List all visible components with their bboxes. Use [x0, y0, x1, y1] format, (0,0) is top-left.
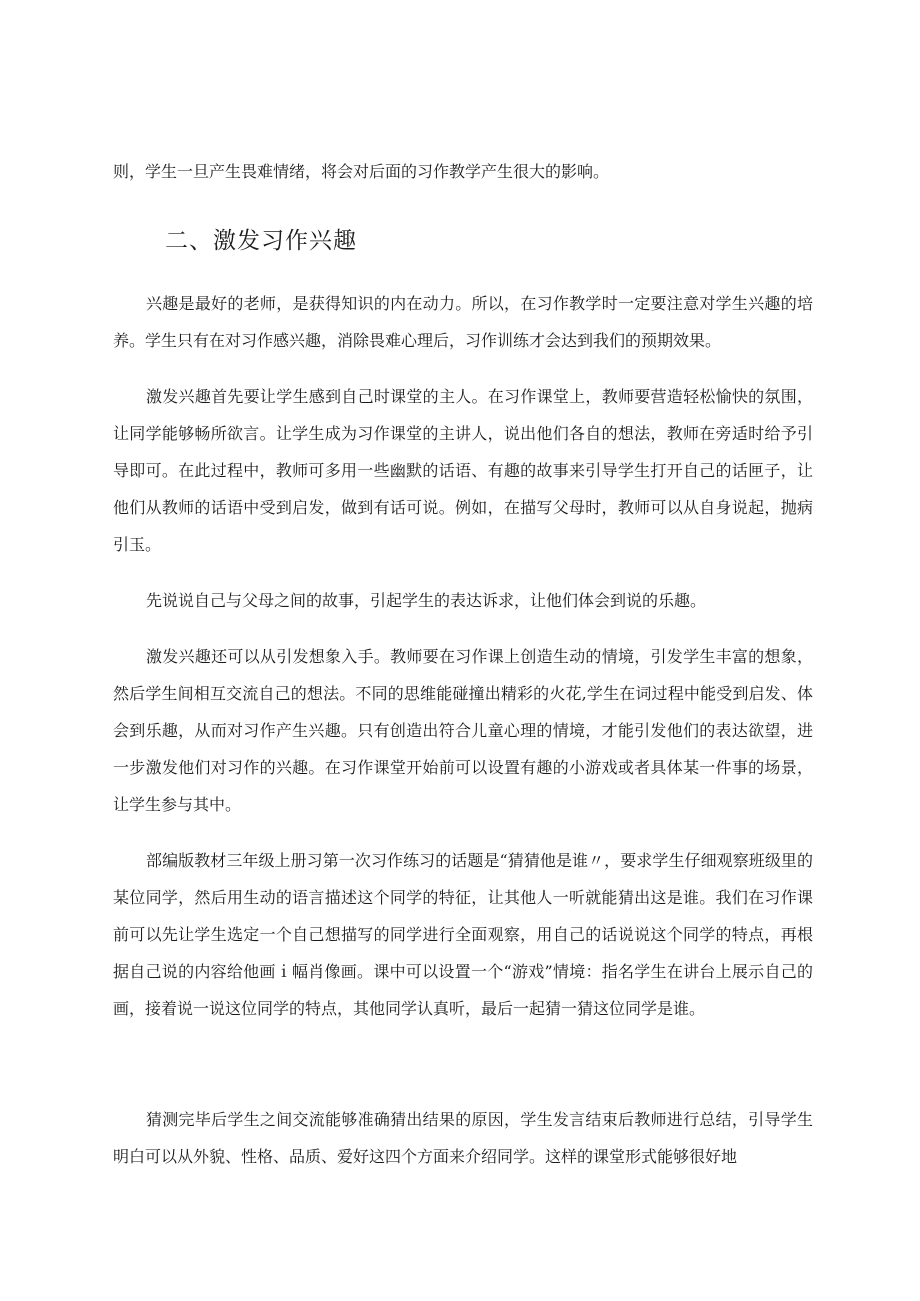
paragraph-interest-intro: 兴趣是最好的老师，是获得知识的内在动力。所以，在习作教学时一定要注意对学生兴趣的培养。学生只有在对习作感兴趣，消除畏难心理后，习作训练才会达到我们的预期效果。 — [113, 294, 813, 350]
paragraph-classroom-master: 激发兴趣首先要让学生感到自己时课堂的主人。在习作课堂上，教师要营造轻松愉快的氛围，让同学能够畅所欲言。让学生成为习作课堂的主讲人，说出他们各自的想法，教师在旁适时给予引导即可。在此过程中，教师可多用一些幽默的话语、有趣的故事来引导学生打开自己的话匣子，让他们从教师的话语中受到启发，做到有话可说。例如，在描写父母时，教师可以从自身说起，抛病引玉。 — [113, 387, 813, 554]
paragraph-continuation: 则，学生一旦产生畏难情绪，将会对后面的习作教学产生很大的影响。 — [113, 162, 610, 181]
paragraph-guess-who: 部编版教材三年级上册习第一次习作练习的话题是“猜猜他是谁〃，要求学生仔细观察班级里的某位同学，然后用生动的语言描述这个同学的特征，让其他人一听就能猜出这是谁。我们在习作课前可以先让学生选定一个自己想描写的同学进行全面观察，用自己的话说说这个同学的特点，再根据自己说的内容给他画ｉ幅肖像画。课中可以设置一个“游戏”情境：指名学生在讲台上展示自己的画，接着说一说这位同学的特点，其他同学认真听，最后一起猜一猜这位同学是谁。 — [113, 851, 813, 1018]
section-heading: 二、激发习作兴趣 — [165, 228, 357, 254]
paragraph-parent-stories: 先说说自己与父母之间的故事，引起学生的表达诉求，让他们体会到说的乐趣。 — [146, 591, 707, 610]
paragraph-imagination: 激发兴趣还可以从引发想象入手。教师要在习作课上创造生动的情境，引发学生丰富的想象，然后学生间相互交流自己的想法。不同的思维能碰撞出精彩的火花,学生在词过程中能受到启发、体会到乐趣，从而对习作产生兴趣。只有创造出符合儿童心理的情境，才能引发他们的表达欲望，进一步激发他们对习作的兴趣。在习作课堂开始前可以设置有趣的小游戏或者具体某一件事的场景，让学生参与其中。 — [113, 647, 813, 814]
paragraph-summary: 猜测完毕后学生之间交流能够准确猜出结果的原因，学生发言结束后教师进行总结，引导学生明白可以从外貌、性格、品质、爱好这四个方面来介绍同学。这样的课堂形式能够很好地 — [113, 1110, 813, 1166]
